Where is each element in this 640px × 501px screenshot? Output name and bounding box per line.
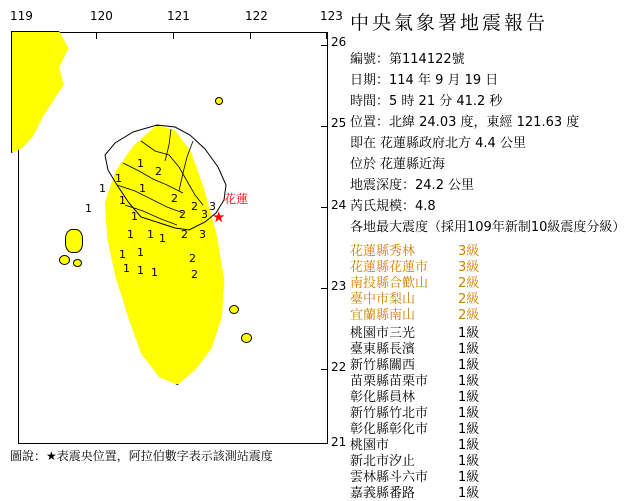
green-island xyxy=(229,305,239,314)
station-mark: 1 xyxy=(151,266,158,279)
report-id-value: 第114122號 xyxy=(389,52,465,67)
intensity-place: 桃園市三光 xyxy=(350,326,416,341)
report-id-line xyxy=(350,48,465,67)
intensity-level: 1級 xyxy=(458,470,480,485)
map-frame[interactable] xyxy=(18,32,328,444)
y-axis-label-2: 24 xyxy=(331,198,347,212)
station-mark: 1 xyxy=(139,182,146,195)
intensity-place: 花蓮縣花蓮市 xyxy=(350,260,429,275)
report-time-line xyxy=(350,90,502,109)
station-mark: 2 xyxy=(171,192,178,205)
intensity-level: 2級 xyxy=(458,276,480,291)
station-mark: 2 xyxy=(181,228,188,241)
report-date-label: 日期： xyxy=(350,73,390,88)
x-axis-label-2: 121 xyxy=(167,9,190,23)
station-mark: 1 xyxy=(115,172,122,185)
intensity-level: 2級 xyxy=(458,308,480,323)
intensity-place: 新竹縣關西 xyxy=(350,358,416,373)
station-mark: 2 xyxy=(155,165,162,178)
station-mark: 1 xyxy=(147,228,154,241)
x-axis-label-3: 122 xyxy=(245,9,268,23)
report-location-label: 位置： xyxy=(350,115,390,130)
report-date-value: 114 年 9 月 19 日 xyxy=(389,73,499,88)
intensity-level: 1級 xyxy=(458,374,480,389)
y-axis-label-5: 21 xyxy=(331,435,347,449)
y-axis-label-1: 25 xyxy=(331,116,347,130)
info-panel xyxy=(348,0,640,501)
report-region-line xyxy=(350,153,445,172)
station-mark: 2 xyxy=(179,208,186,221)
penghu-islands xyxy=(65,229,83,253)
y-axis-label-3: 23 xyxy=(331,279,347,293)
intensity-place: 宜蘭縣南山 xyxy=(350,308,416,323)
report-time-value: 5 時 21 分 41.2 秒 xyxy=(389,94,503,109)
intensity-place: 彰化縣彰化市 xyxy=(350,422,429,437)
station-mark: 2 xyxy=(191,268,198,281)
station-mark: 1 xyxy=(85,202,92,215)
intensity-place: 花蓮縣秀林 xyxy=(350,244,416,259)
station-mark: 1 xyxy=(131,210,138,223)
report-region-value: 花蓮縣近海 xyxy=(380,157,446,172)
report-magnitude-value: 4.8 xyxy=(415,199,436,214)
report-time-label: 時間： xyxy=(350,94,390,109)
intensity-place: 臺東縣長濱 xyxy=(350,342,416,357)
report-relative-label: 即在 xyxy=(350,136,377,151)
station-mark: 1 xyxy=(137,246,144,259)
intensity-level: 1級 xyxy=(458,438,480,453)
intensity-place: 嘉義縣番路 xyxy=(350,486,416,501)
report-relative-line xyxy=(350,132,526,151)
intensity-row xyxy=(350,304,479,323)
station-mark: 2 xyxy=(191,200,198,213)
penghu-islet-2 xyxy=(73,259,82,267)
intensity-level: 3級 xyxy=(458,260,480,275)
report-magnitude-line xyxy=(350,195,436,214)
intensity-place: 雲林縣斗六市 xyxy=(350,470,429,485)
intensity-place: 彰化縣員林 xyxy=(350,390,416,405)
x-axis-label-1: 120 xyxy=(90,9,113,23)
station-mark: 1 xyxy=(123,262,130,275)
penghu-islet-1 xyxy=(59,255,70,265)
y-axis-label-0: 26 xyxy=(331,35,347,49)
intensity-place: 臺中市梨山 xyxy=(350,292,416,307)
station-mark: 3 xyxy=(199,228,206,241)
intensity-level: 1級 xyxy=(458,454,480,469)
intensity-place: 新北市汐止 xyxy=(350,454,416,469)
intensity-row xyxy=(350,482,479,501)
epicenter-star-icon: ★ xyxy=(212,208,226,226)
intensity-level: 1級 xyxy=(458,390,480,405)
intensity-level: 1級 xyxy=(458,342,480,357)
report-region-label: 位於 xyxy=(350,157,377,172)
report-location-line xyxy=(350,111,579,130)
epicenter-place-label: 花蓮 xyxy=(224,192,249,206)
station-mark: 1 xyxy=(127,228,134,241)
station-mark: 1 xyxy=(137,264,144,277)
intensity-level: 1級 xyxy=(458,422,480,437)
station-mark: 1 xyxy=(159,232,166,245)
intensity-level: 3級 xyxy=(458,244,480,259)
report-magnitude-label: 芮氏規模： xyxy=(350,199,416,214)
map-legend-text: 圖說：★表震央位置，阿拉伯數字表示該測站震度 xyxy=(10,449,273,463)
station-mark: 1 xyxy=(99,182,106,195)
report-depth-value: 24.2 公里 xyxy=(415,178,475,193)
intensity-level: 1級 xyxy=(458,358,480,373)
orchid-island xyxy=(241,333,252,343)
report-location-value: 北緯 24.03 度，東經 121.63 度 xyxy=(389,115,580,130)
intensity-place: 苗栗縣苗栗市 xyxy=(350,374,429,389)
x-axis-label-0: 119 xyxy=(10,9,33,23)
station-mark: 2 xyxy=(189,252,196,265)
x-axis-label-4: 123 xyxy=(320,9,343,23)
report-relative-value: 花蓮縣政府北方 4.4 公里 xyxy=(380,136,526,151)
station-mark: 1 xyxy=(119,248,126,261)
map-legend xyxy=(10,447,273,464)
station-mark: 1 xyxy=(137,157,144,170)
station-mark: 3 xyxy=(201,208,208,221)
station-mark: 1 xyxy=(119,194,126,207)
page-title: 中央氣象署地震報告 xyxy=(350,12,549,34)
intensity-place: 桃園市 xyxy=(350,438,390,453)
intensity-level: 2級 xyxy=(458,292,480,307)
intensity-place: 南投縣合歡山 xyxy=(350,276,429,291)
intensity-level: 1級 xyxy=(458,486,480,501)
report-date-line xyxy=(350,69,498,88)
northern-islet xyxy=(215,97,223,105)
station-mark: 3 xyxy=(209,200,216,213)
report-depth-line xyxy=(350,174,474,193)
intensity-level: 1級 xyxy=(458,326,480,341)
report-depth-label: 地震深度： xyxy=(350,178,416,193)
intensity-place: 新竹縣竹北市 xyxy=(350,406,429,421)
report-id-label: 編號： xyxy=(350,52,390,67)
intensity-level: 1級 xyxy=(458,406,480,421)
y-axis-label-4: 22 xyxy=(331,360,347,374)
intensity-header: 各地最大震度（採用109年新制10級震度分級） xyxy=(350,220,626,235)
